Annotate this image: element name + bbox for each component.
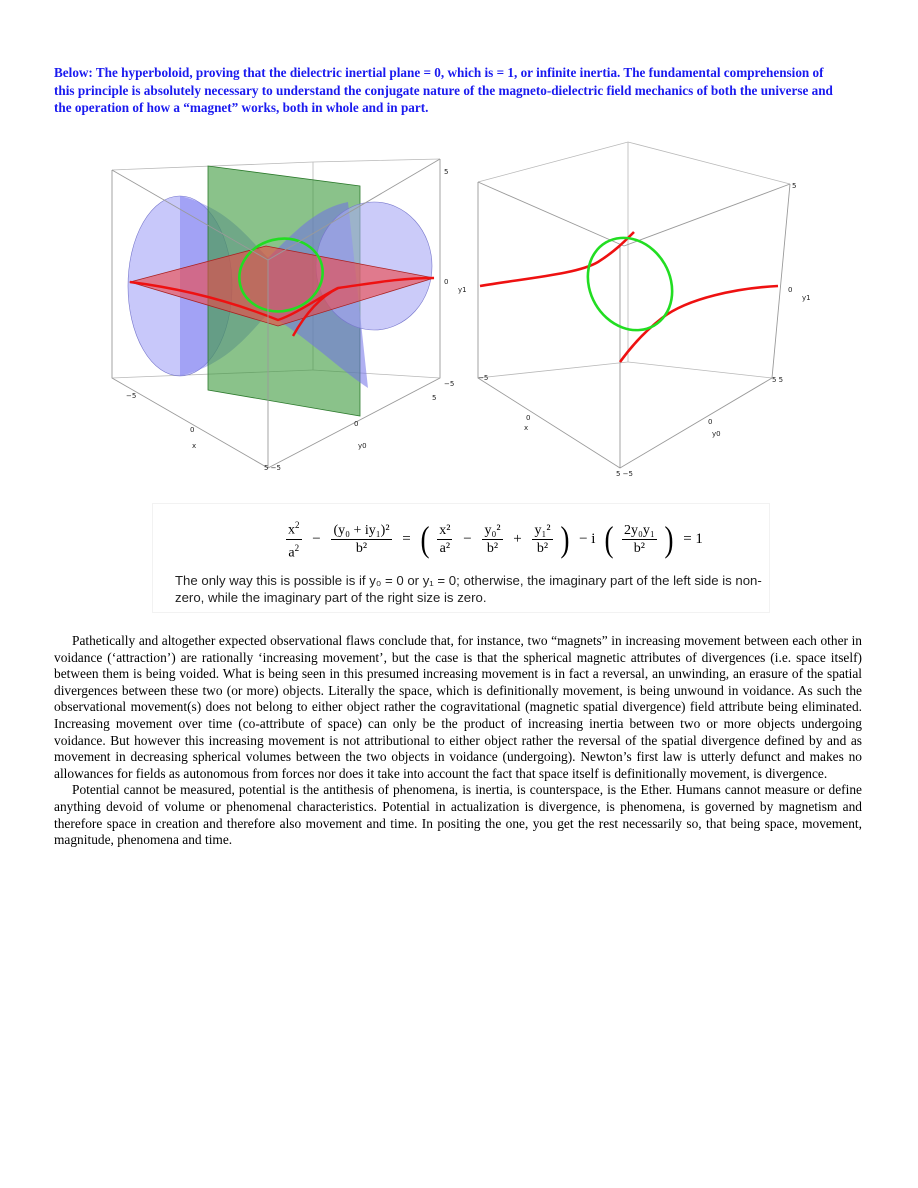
left-tick-y0-zero: 0 xyxy=(354,420,359,428)
right-red-curve-lower xyxy=(620,286,778,362)
left-tick-y1-neg5: −5 xyxy=(444,380,455,388)
eq-equals: = xyxy=(402,530,411,547)
left-tick-x-neg5: −5 xyxy=(126,392,137,400)
right-green-circle xyxy=(571,222,688,345)
equation: $\frac{x^2}{a^2}$ − $\frac{\text{(y₀ + iy₁)²}}{\text{b²}}$ = ( $\frac{\text{x²}}{\text{a²}}$ − $\frac{\text{y₀²}}{\text{b²}}$ + $\frac{\text{y₁²}}{\text{b²}}$ ) − i ( $\frac{\text{2y₀y₁}}{\text{b²}}$ ) = 1 xyxy=(283,517,707,561)
right-3d-plot xyxy=(478,142,811,478)
body-text xyxy=(54,633,862,849)
left-axis-y0-label: y0 xyxy=(358,442,367,450)
equation-note: The only way this is possible is if y₀ = 0 or y₁ = 0; otherwise, the imaginary part of the left side is non-zero, while the imaginary part of the right size is zero. xyxy=(175,573,762,605)
eq-term-1: $\frac{x^2}{a^2}$ xyxy=(286,517,302,561)
eq-rhs-term-4: $\frac{\text{2y₀y₁}}{\text{b²}}$ xyxy=(623,522,655,556)
right-tick-y0-zero: 0 xyxy=(708,418,713,426)
left-axis-y1-label: y1 xyxy=(458,286,467,294)
left-tick-y1-zero: 0 xyxy=(444,278,449,286)
figure-caption: Below: The hyperboloid, proving that the dielectric inertial plane = 0, which is = 1, or infinite inertia. The fundamental comprehension of this principle is absolutely necessary to understand the conjugate nature of the magneto-dielectric field mechanics of both the universe and the operation of how a “magnet” works, both in whole and in part. xyxy=(54,65,833,115)
right-tick-x-zero: 0 xyxy=(526,414,531,422)
equation-box xyxy=(152,503,770,613)
right-axis-y0-label: y0 xyxy=(712,430,721,438)
eq-rhs-term-1: $\frac{\text{x²}}{\text{a²}}$ xyxy=(439,522,451,556)
right-axis-y1-label: y1 xyxy=(802,294,811,302)
eq-rhs-term-2: $\frac{\text{y₀²}}{\text{b²}}$ xyxy=(484,522,501,556)
right-axis-x-label: x xyxy=(524,424,529,432)
eq-term-2: $\frac{\text{(y₀ + iy₁)²}}{\text{b²}}$ xyxy=(333,522,390,556)
eq-equals-one: = 1 xyxy=(683,530,703,547)
left-axis-x-label: x xyxy=(192,442,197,450)
left-tick-corner: 5 −5 xyxy=(264,464,281,472)
left-tick-x-zero: 0 xyxy=(190,426,195,434)
right-tick-y1-pos5: 5 xyxy=(792,182,797,190)
right-tick-corner-right: 5 5 xyxy=(772,376,784,384)
eq-rhs-term-3: $\frac{\text{y₁²}}{\text{b²}}$ xyxy=(534,522,551,556)
left-3d-plot xyxy=(112,159,467,472)
right-tick-z-neg5: −5 xyxy=(478,374,489,382)
right-tick-corner: 5 −5 xyxy=(616,470,633,478)
paragraph-2: Potential cannot be measured, potential is the antithesis of phenomena, is inertia, is counterspace, is the Ether. Humans cannot measure or define anything devoid of volume or phenomenal characteristics. Potential in actualization is divergence, is phenomena, is governed by magnetism and therefore space in creation and therefore also movement and time. In positing the one, you get the rest necessarily so, that being space, movement, magnitude, phenomena and time. xyxy=(54,782,862,848)
left-tick-y0-pos5: 5 xyxy=(432,394,437,402)
right-tick-y1-zero: 0 xyxy=(788,286,793,294)
left-tick-y1-pos5: 5 xyxy=(444,168,449,176)
hyperboloid-figure xyxy=(108,138,818,483)
eq-minus-i: − i xyxy=(579,530,596,547)
paragraph-1: Pathetically and altogether expected observational flaws conclude that, for instance, two “magnets” in increasing movement between each other in voidance (‘attraction’) are rationally ‘increasing movement’, but the case is that the spherical magnetic attributes of divergences (i.e. space itself) between them is being voided. What is being seen in this presumed increasing movement is in fact a reversal, an unwinding, an erasure of the spatial divergences between these two (or more) objects. Literally the space, which is definitionally movement, is being unwound in voidance. As such the observational movement(s) does not belong to either object rather the cogravitational (magnetic spatial divergence) field attribute being eliminated. Increasing movement over time (co-attribute of space) can only be the product of increasing inertia between two or more objects undergoing voidance. But however this increasing movement is not attributional to either object rather the reversal of the spatial divergence defined by and as movement in decreasing spherical volumes between the two objects in voidance (undergoing). Newton’s first law is utterly defunct and makes no allowances for fields as autonomous from forces nor does it take into account the fact that space itself is definitionally movement, is divergence. xyxy=(54,633,862,781)
